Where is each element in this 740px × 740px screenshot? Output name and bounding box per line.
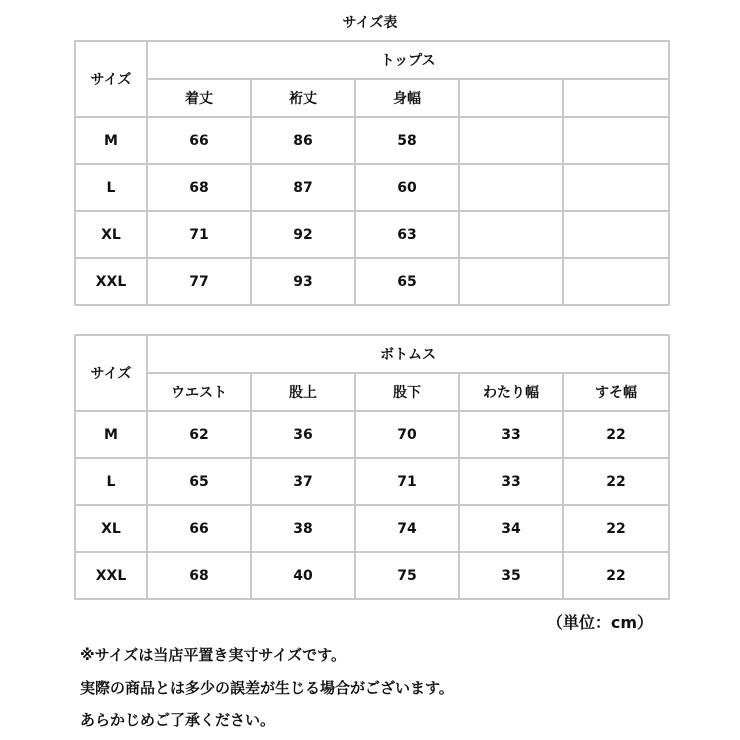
size-label: XXL xyxy=(75,258,147,305)
page-title: サイズ表 xyxy=(342,15,398,31)
table-cell: 70 xyxy=(355,411,459,458)
table-cell: 68 xyxy=(147,552,251,599)
table-cell xyxy=(563,211,669,258)
table-cell: 33 xyxy=(459,458,563,505)
table-row xyxy=(75,505,669,552)
bottoms-size-table xyxy=(74,334,670,600)
table-cell: 34 xyxy=(459,505,563,552)
table-cell xyxy=(459,117,563,164)
column-header: 股下 xyxy=(355,373,459,411)
size-label: XL xyxy=(75,211,147,258)
table-cell: 93 xyxy=(251,258,355,305)
table-cell: 71 xyxy=(355,458,459,505)
table-cell: 92 xyxy=(251,211,355,258)
column-header: 股上 xyxy=(251,373,355,411)
size-label: L xyxy=(75,458,147,505)
table-cell: 65 xyxy=(147,458,251,505)
table-cell: 63 xyxy=(355,211,459,258)
table-cell: 68 xyxy=(147,164,251,211)
table-cell xyxy=(563,258,669,305)
table-cell xyxy=(459,164,563,211)
unit-label: （単位：cm） xyxy=(546,613,653,632)
table-cell xyxy=(459,258,563,305)
table-cell: 22 xyxy=(563,458,669,505)
table-cell: 22 xyxy=(563,411,669,458)
size-label: XXL xyxy=(75,552,147,599)
column-header xyxy=(459,79,563,117)
table-cell: 66 xyxy=(147,505,251,552)
column-header: ウエスト xyxy=(147,373,251,411)
table-cell: 71 xyxy=(147,211,251,258)
table-cell: 65 xyxy=(355,258,459,305)
group-header-tops: トップス xyxy=(147,41,669,79)
table-cell: 74 xyxy=(355,505,459,552)
table-cell: 58 xyxy=(355,117,459,164)
table-cell: 35 xyxy=(459,552,563,599)
table-cell: 22 xyxy=(563,552,669,599)
table-cell xyxy=(563,117,669,164)
column-header xyxy=(563,79,669,117)
table-cell: 40 xyxy=(251,552,355,599)
note-line: 実際の商品とは多少の誤差が生じる場合がございます。 xyxy=(80,679,454,697)
table-cell: 36 xyxy=(251,411,355,458)
group-header-bottoms: ボトムス xyxy=(147,335,669,373)
tops-size-table xyxy=(74,40,670,306)
table-cell: 37 xyxy=(251,458,355,505)
size-label: XL xyxy=(75,505,147,552)
table-row xyxy=(75,411,669,458)
column-header: わたり幅 xyxy=(459,373,563,411)
note-line: あらかじめご了承ください。 xyxy=(80,711,276,729)
table-cell: 22 xyxy=(563,505,669,552)
table-row xyxy=(75,164,669,211)
table-cell: 33 xyxy=(459,411,563,458)
table-cell: 86 xyxy=(251,117,355,164)
column-header: すそ幅 xyxy=(563,373,669,411)
size-label: M xyxy=(75,117,147,164)
table-cell: 77 xyxy=(147,258,251,305)
table-cell: 38 xyxy=(251,505,355,552)
size-header: サイズ xyxy=(75,41,147,117)
table-cell: 66 xyxy=(147,117,251,164)
table-cell: 87 xyxy=(251,164,355,211)
table-cell: 62 xyxy=(147,411,251,458)
table-cell: 60 xyxy=(355,164,459,211)
table-row xyxy=(75,552,669,599)
table-cell: 75 xyxy=(355,552,459,599)
table-row xyxy=(75,258,669,305)
table-cell xyxy=(563,164,669,211)
table-cell xyxy=(459,211,563,258)
table-row xyxy=(75,211,669,258)
column-header: 着丈 xyxy=(147,79,251,117)
column-header: 裄丈 xyxy=(251,79,355,117)
table-row xyxy=(75,117,669,164)
size-label: M xyxy=(75,411,147,458)
note-line: ※サイズは当店平置き実寸サイズです。 xyxy=(80,646,346,664)
table-row xyxy=(75,458,669,505)
size-header: サイズ xyxy=(75,335,147,411)
column-header: 身幅 xyxy=(355,79,459,117)
size-label: L xyxy=(75,164,147,211)
